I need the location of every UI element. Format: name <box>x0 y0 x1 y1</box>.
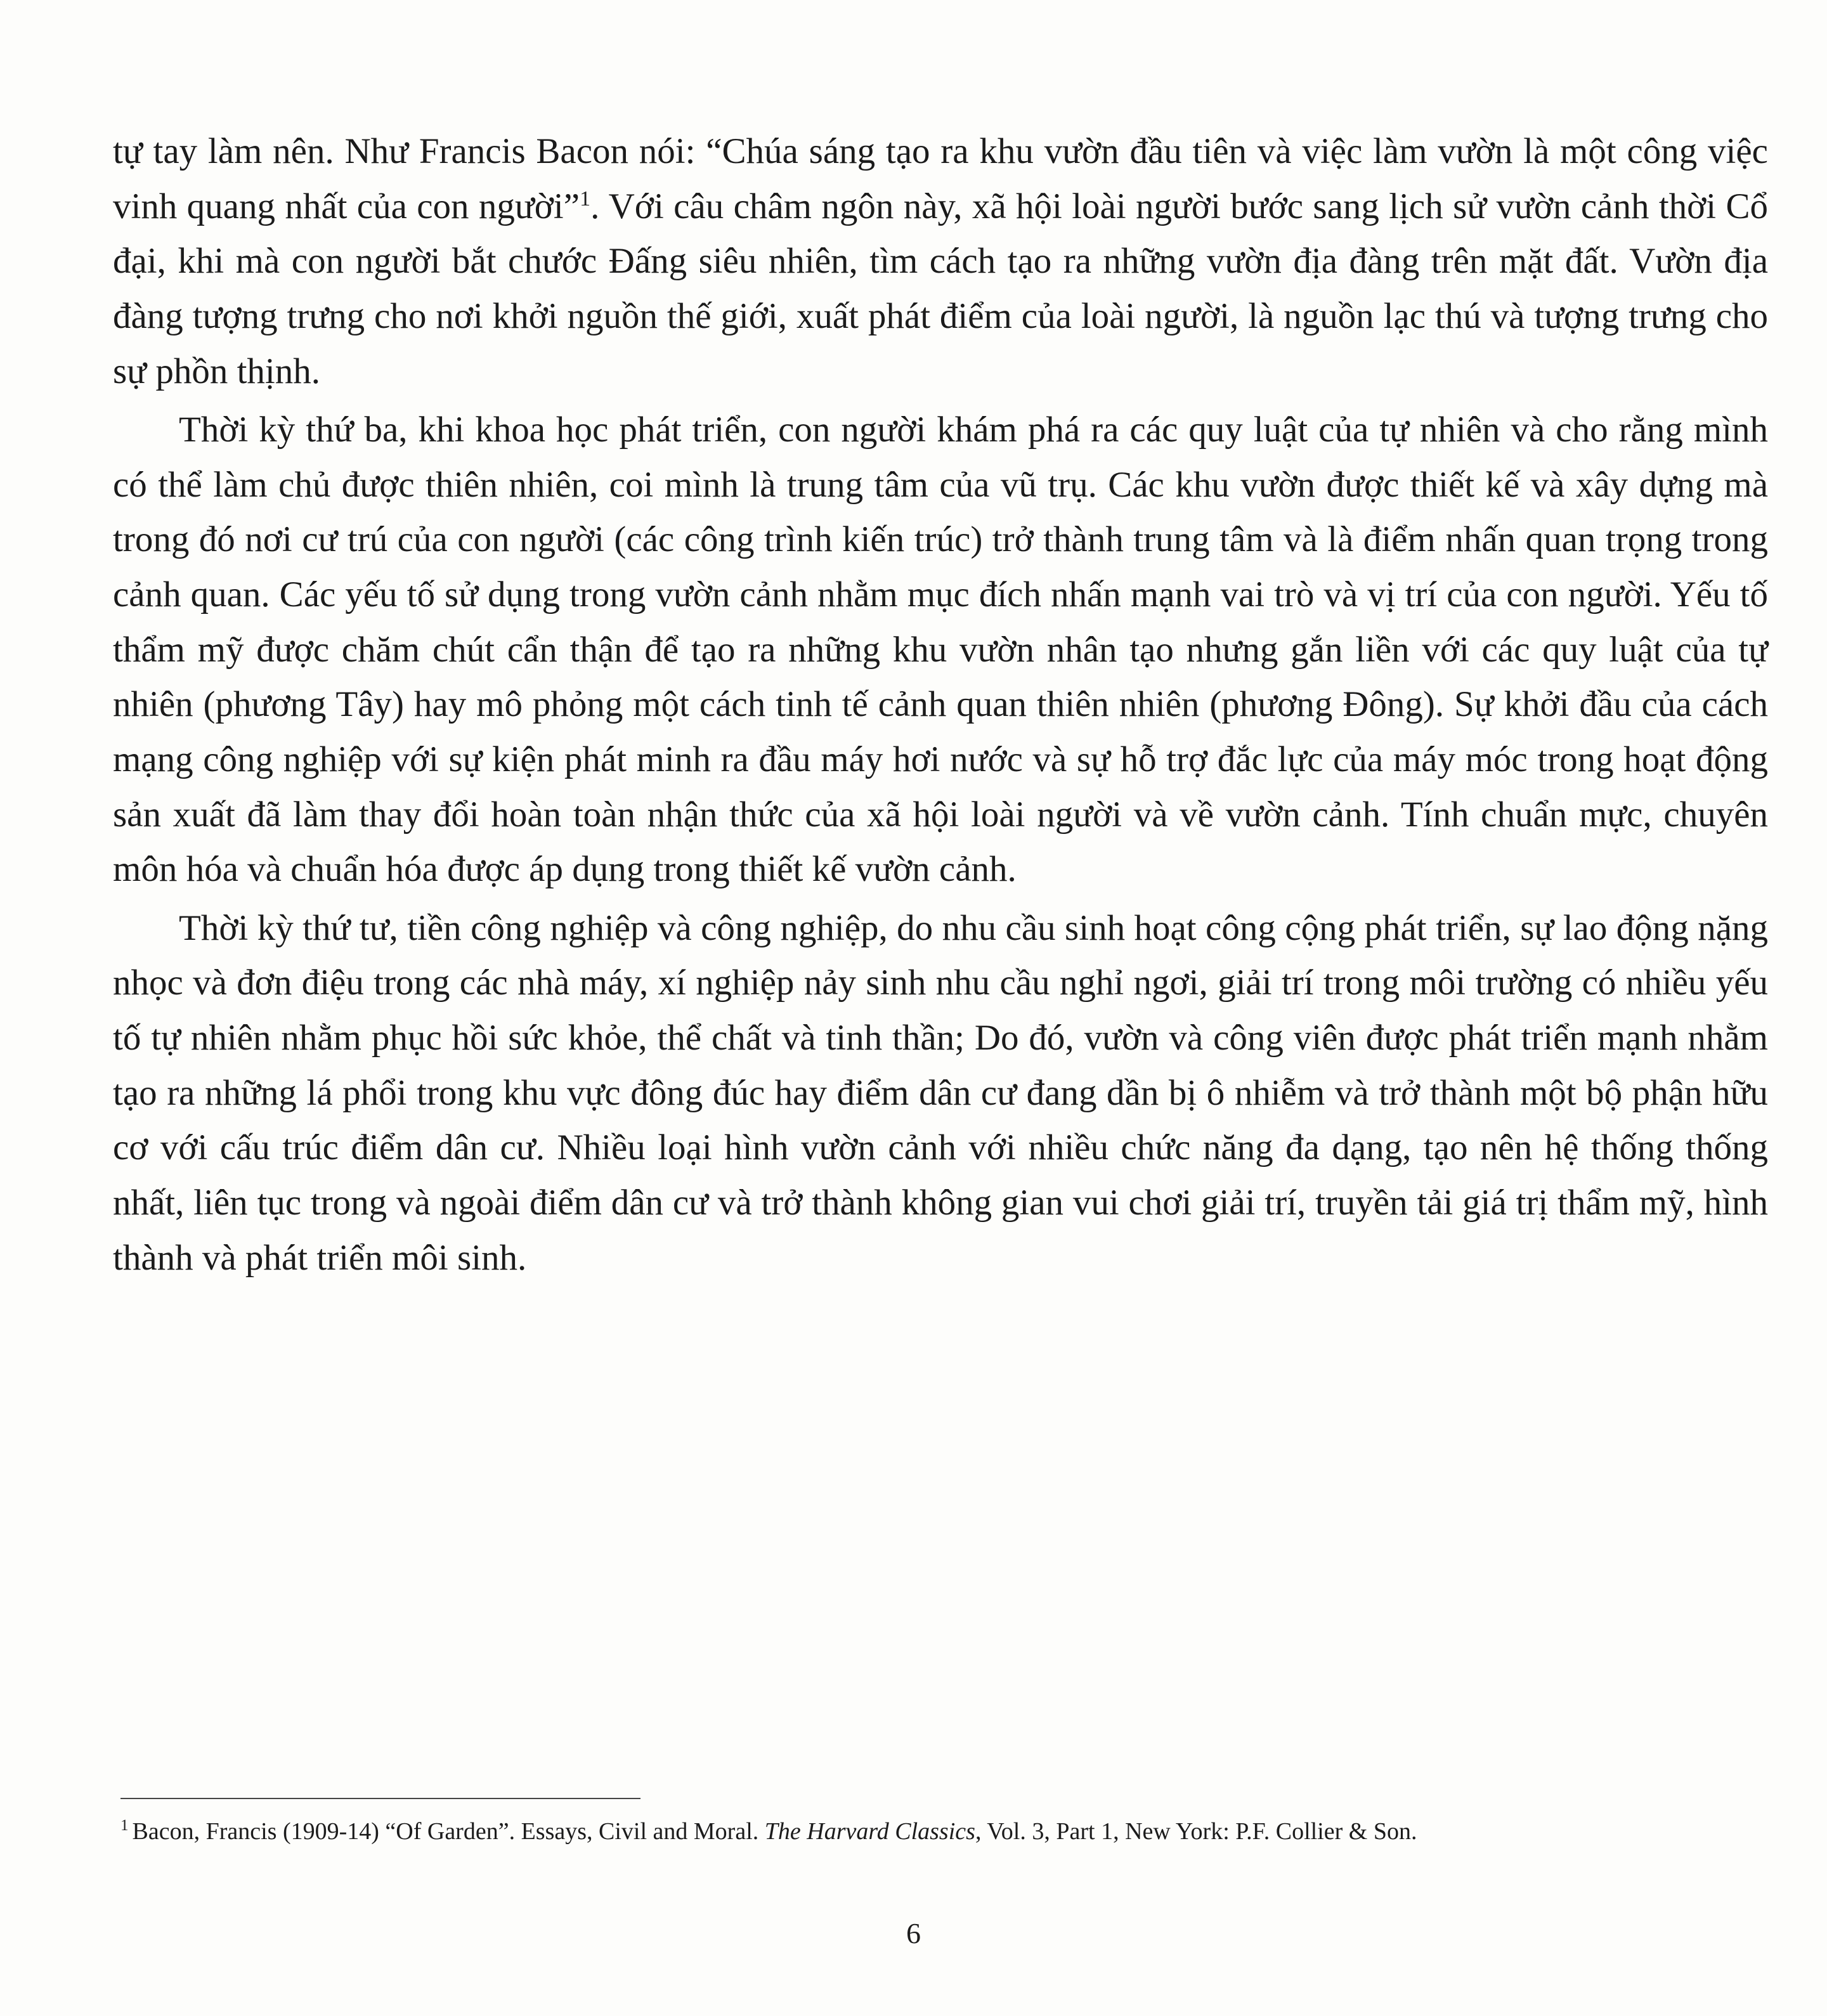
footnote-reference-1[interactable]: 1 <box>580 186 591 211</box>
footnote-area <box>120 1798 1763 1850</box>
paragraph-1-text-before-footnote: tự tay làm nên. Như Francis Bacon nói: “Chúa sáng tạo ra khu vườn đầu tiên và việc làm vườn là một công việc vinh quang nhất của con người” <box>113 131 1768 226</box>
paragraph-1 <box>113 124 1768 399</box>
footnote-text-part-2: , Vol. 3, Part 1, New York: P.F. Collier & Son. <box>975 1818 1417 1845</box>
footnote-1 <box>120 1813 1763 1850</box>
page-body <box>113 124 1768 1289</box>
paragraph-3: Thời kỳ thứ tư, tiền công nghiệp và công nghiệp, do nhu cầu sinh hoạt công cộng phát triển, sự lao động nặng nhọc và đơn điệu trong các nhà máy, xí nghiệp nảy sinh nhu cầu nghỉ ngơi, giải trí trong môi trường có nhiều yếu tố tự nhiên nhằm phục hồi sức khỏe, thể chất và tinh thần; Do đó, vườn và công viên được phát triển mạnh nhằm tạo ra những lá phổi trong khu vực đông đúc hay điểm dân cư đang dần bị ô nhiễm và trở thành một bộ phận hữu cơ với cấu trúc điểm dân cư. Nhiều loại hình vườn cảnh với nhiều chức năng đa dạng, tạo nên hệ thống thống nhất, liên tục trong và ngoài điểm dân cư và trở thành không gian vui chơi giải trí, truyền tải giá trị thẩm mỹ, hình thành và phát triển môi sinh. <box>113 907 1768 1278</box>
footnote-source-title: The Harvard Classics <box>764 1818 975 1845</box>
page-number: 6 <box>906 1917 921 1949</box>
footnote-marker: 1 <box>120 1817 129 1835</box>
paragraph-2: Thời kỳ thứ ba, khi khoa học phát triển, con người khám phá ra các quy luật của tự nhiên và cho rằng mình có thể làm chủ được thiên nhiên, coi mình là trung tâm của vũ trụ. Các khu vườn được thiết kế và xây dựng mà trong đó nơi cư trú của con người (các công trình kiến trúc) trở thành trung tâm và là điểm nhấn quan trọng trong cảnh quan. Các yếu tố sử dụng trong vườn cảnh nhằm mục đích nhấn mạnh vai trò và vị trí của con người. Yếu tố thẩm mỹ được chăm chút cẩn thận để tạo ra những khu vườn nhân tạo nhưng gắn liền với các quy luật của tự nhiên (phương Tây) hay mô phỏng một cách tinh tế cảnh quan thiên nhiên (phương Đông). Sự khởi đầu của cách mạng công nghiệp với sự kiện phát minh ra đầu máy hơi nước và sự hỗ trợ đắc lực của máy móc trong hoạt động sản xuất đã làm thay đổi hoàn toàn nhận thức của xã hội loài người và về vườn cảnh. Tính chuẩn mực, chuyên môn hóa và chuẩn hóa được áp dụng trong thiết kế vườn cảnh. <box>113 410 1768 890</box>
footnote-text-part-1: Bacon, Francis (1909-14) “Of Garden”. Essays, Civil and Moral. <box>132 1818 765 1845</box>
paragraph-1-text-after-footnote: . Với câu châm ngôn này, xã hội loài người bước sang lịch sử vườn cảnh thời Cổ đại, khi mà con người bắt chước Đấng siêu nhiên, tìm cách tạo ra những vườn địa đàng trên mặt đất. Vườn địa đàng tượng trưng cho nơi khởi nguồn thế giới, xuất phát điểm của loài người, là nguồn lạc thú và tượng trưng cho sự phồn thịnh. <box>113 186 1769 391</box>
footnote-separator-rule <box>120 1798 640 1799</box>
